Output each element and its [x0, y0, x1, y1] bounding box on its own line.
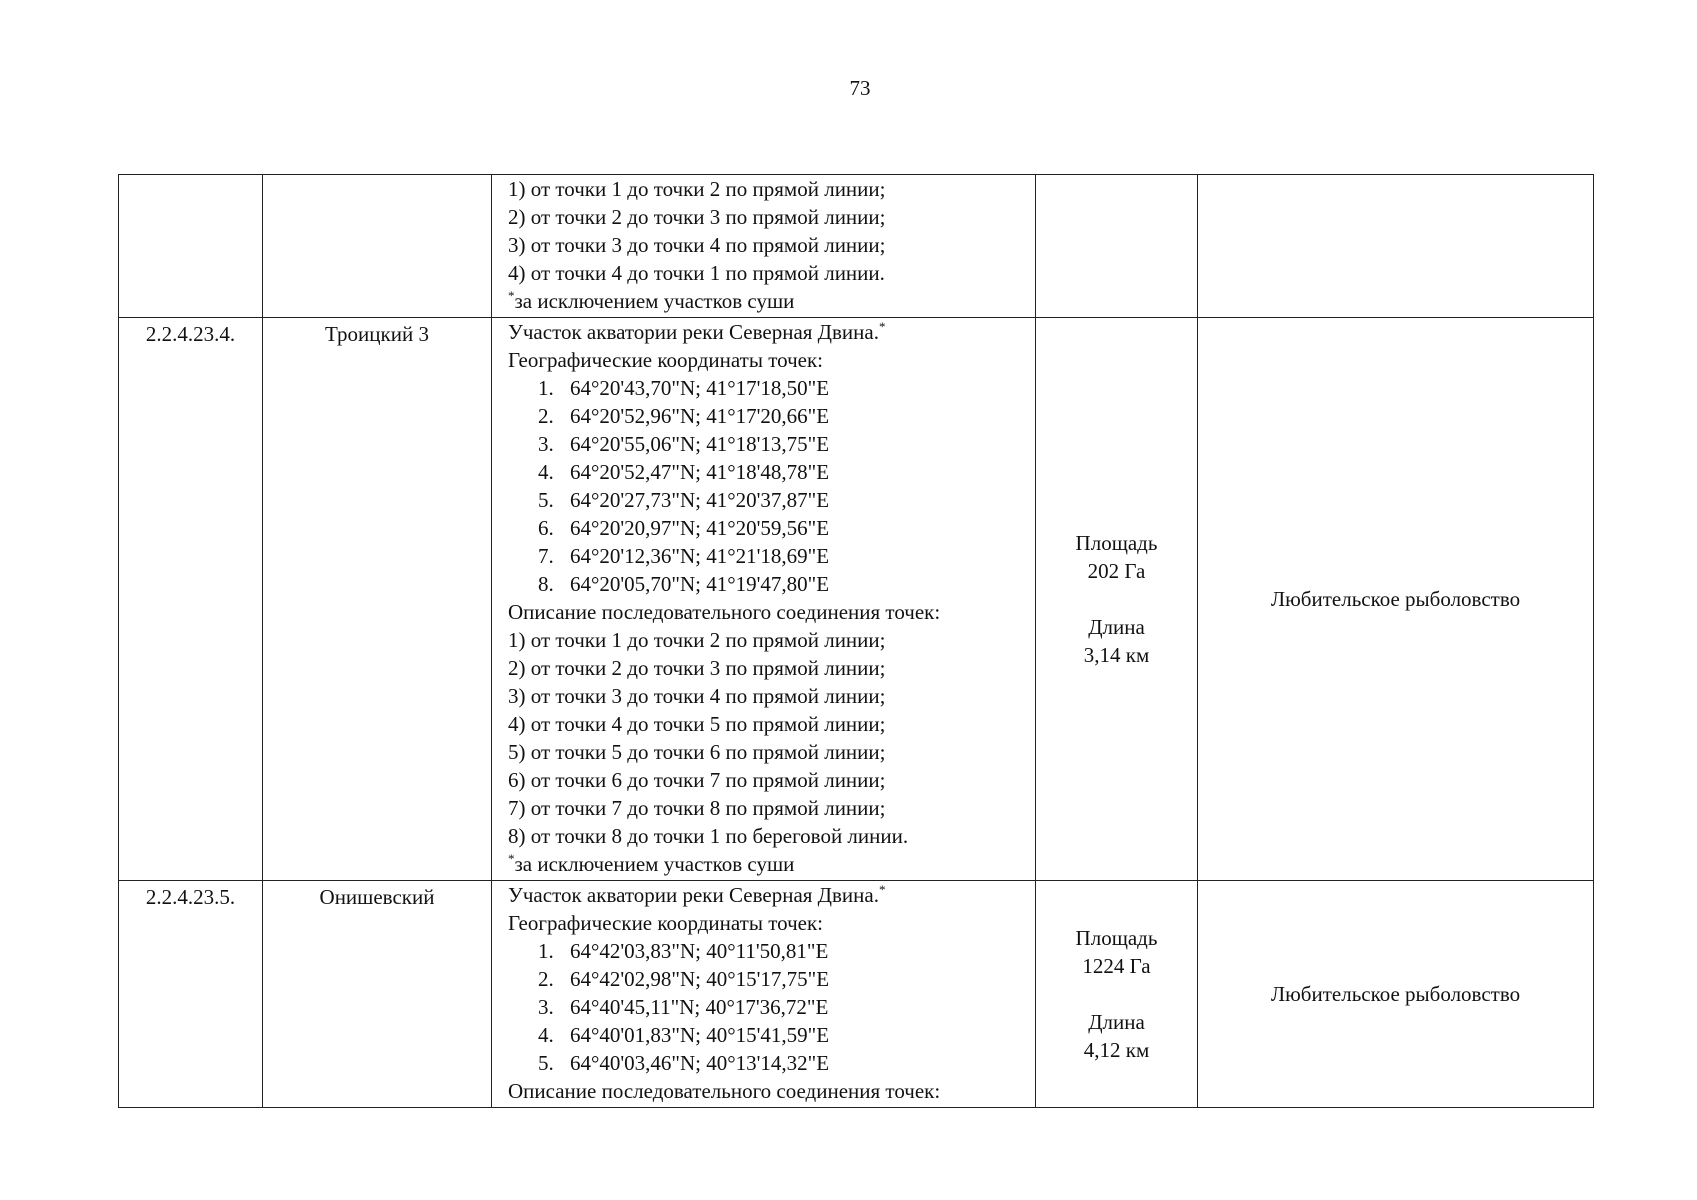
parameters-cell: [1036, 881, 1198, 1108]
connection-line: 2) от точки 2 до точки 3 по прямой линии;: [508, 656, 886, 680]
page-number: 73: [849, 76, 871, 100]
coordinate-item: [508, 937, 1031, 965]
coordinate-index: 4.: [538, 460, 554, 484]
intro-line: Участок акватории реки Северная Двина.*: [508, 319, 886, 344]
coordinate-value: 64°20'20,97"N; 41°20'59,56"E: [570, 516, 830, 540]
coords-title: Географические координаты точек:: [508, 348, 823, 372]
connection-line: 1) от точки 1 до точки 2 по прямой линии;: [508, 177, 886, 201]
coordinate-value: 64°20'52,47"N; 41°18'48,78"E: [570, 460, 830, 484]
area-label: Площадь: [1075, 926, 1158, 950]
coordinate-item: [508, 430, 1031, 458]
coordinate-index: 2.: [538, 404, 554, 428]
coordinate-index: 2.: [538, 967, 554, 991]
coordinate-index: 1.: [538, 939, 554, 963]
coordinate-index: 3.: [538, 432, 554, 456]
connection-line: 7) от точки 7 до точки 8 по прямой линии;: [508, 796, 886, 820]
length-label: Длина: [1088, 615, 1145, 639]
connection-line: 8) от точки 8 до точки 1 по береговой линии.: [508, 824, 909, 848]
coordinate-value: 64°40'03,46"N; 40°13'14,32"E: [570, 1051, 830, 1075]
description-cell: [492, 175, 1036, 318]
connection-line: 5) от точки 5 до точки 6 по прямой линии;: [508, 740, 886, 764]
coordinate-value: 64°20'05,70"N; 41°19'47,80"E: [570, 572, 830, 596]
parameters-block: [1076, 924, 1158, 1064]
coordinate-index: 5.: [538, 1051, 554, 1075]
area-name-cell: Онишевский: [263, 881, 492, 1108]
area-label: Площадь: [1075, 531, 1158, 555]
coordinate-item: [508, 542, 1031, 570]
purpose-cell: Любительское рыболовство: [1198, 318, 1594, 881]
connection-line: 4) от точки 4 до точки 1 по прямой линии.: [508, 261, 885, 285]
connection-line: 3) от точки 3 до точки 4 по прямой линии;: [508, 684, 886, 708]
coordinate-index: 4.: [538, 1023, 554, 1047]
coordinate-item: [508, 1021, 1031, 1049]
coordinate-item: [508, 993, 1031, 1021]
connection-line: 4) от точки 4 до точки 5 по прямой линии;: [508, 712, 886, 736]
coordinate-value: 64°20'52,96"N; 41°17'20,66"E: [570, 404, 830, 428]
connection-title: Описание последовательного соединения точек:: [508, 1079, 941, 1103]
coordinate-value: 64°20'27,73"N; 41°20'37,87"E: [570, 488, 830, 512]
coordinate-item: [508, 402, 1031, 430]
area-name-cell: Троицкий 3: [263, 318, 492, 881]
length-value: 3,14 км: [1083, 643, 1150, 667]
description-cell: [492, 318, 1036, 881]
coordinate-item: [508, 458, 1031, 486]
table-row: [119, 175, 1594, 318]
row-number-cell: [119, 175, 263, 318]
connection-line: 6) от точки 6 до точки 7 по прямой линии;: [508, 768, 886, 792]
footnote-line: *за исключением участков суши: [508, 851, 795, 876]
coordinate-index: 6.: [538, 516, 554, 540]
fishing-areas-table: [118, 174, 1594, 1108]
coordinate-value: 64°42'03,83"N; 40°11'50,81"E: [570, 939, 829, 963]
coordinate-item: [508, 374, 1031, 402]
footnote-text: за исключением участков суши: [514, 289, 795, 313]
coordinate-value: 64°40'01,83"N; 40°15'41,59"E: [570, 1023, 830, 1047]
coordinate-index: 3.: [538, 995, 554, 1019]
parameters-block: [1076, 529, 1158, 669]
row-number-cell: 2.2.4.23.4.: [119, 318, 263, 881]
connection-line: 1) от точки 1 до точки 2 по прямой линии;: [508, 628, 886, 652]
description-cell: [492, 881, 1036, 1108]
intro-text: Участок акватории реки Северная Двина.: [508, 320, 879, 344]
purpose-cell: Любительское рыболовство: [1198, 881, 1594, 1108]
coordinate-item: [508, 1049, 1031, 1077]
row-number-cell: 2.2.4.23.5.: [119, 881, 263, 1108]
coordinate-value: 64°20'12,36"N; 41°21'18,69"E: [570, 544, 830, 568]
length-label: Длина: [1088, 1010, 1145, 1034]
length-value: 4,12 км: [1083, 1038, 1150, 1062]
coordinate-value: 64°42'02,98"N; 40°15'17,75"E: [570, 967, 830, 991]
area-value: 202 Га: [1087, 559, 1146, 583]
table-row: [119, 881, 1594, 1108]
coordinate-index: 8.: [538, 572, 554, 596]
coordinate-index: 5.: [538, 488, 554, 512]
footnote-text: за исключением участков суши: [514, 852, 795, 876]
coords-title: Географические координаты точек:: [508, 911, 823, 935]
area-name-cell: [263, 175, 492, 318]
intro-line: Участок акватории реки Северная Двина.*: [508, 882, 886, 907]
footnote-line: *за исключением участков суши: [508, 288, 795, 313]
intro-text: Участок акватории реки Северная Двина.: [508, 883, 879, 907]
parameters-cell: [1036, 318, 1198, 881]
coordinate-value: 64°20'43,70"N; 41°17'18,50"E: [570, 376, 830, 400]
purpose-cell: [1198, 175, 1594, 318]
connection-title: Описание последовательного соединения точек:: [508, 600, 941, 624]
parameters-cell: [1036, 175, 1198, 318]
coordinate-value: 64°40'45,11"N; 40°17'36,72"E: [570, 995, 829, 1019]
area-value: 1224 Га: [1082, 954, 1151, 978]
coordinate-value: 64°20'55,06"N; 41°18'13,75"E: [570, 432, 830, 456]
connection-line: 2) от точки 2 до точки 3 по прямой линии;: [508, 205, 886, 229]
coordinate-item: [508, 570, 1031, 598]
connection-line: 3) от точки 3 до точки 4 по прямой линии;: [508, 233, 886, 257]
table-row: [119, 318, 1594, 881]
coordinate-index: 7.: [538, 544, 554, 568]
coordinate-index: 1.: [538, 376, 554, 400]
coordinate-item: [508, 514, 1031, 542]
coordinate-item: [508, 486, 1031, 514]
coordinate-item: [508, 965, 1031, 993]
